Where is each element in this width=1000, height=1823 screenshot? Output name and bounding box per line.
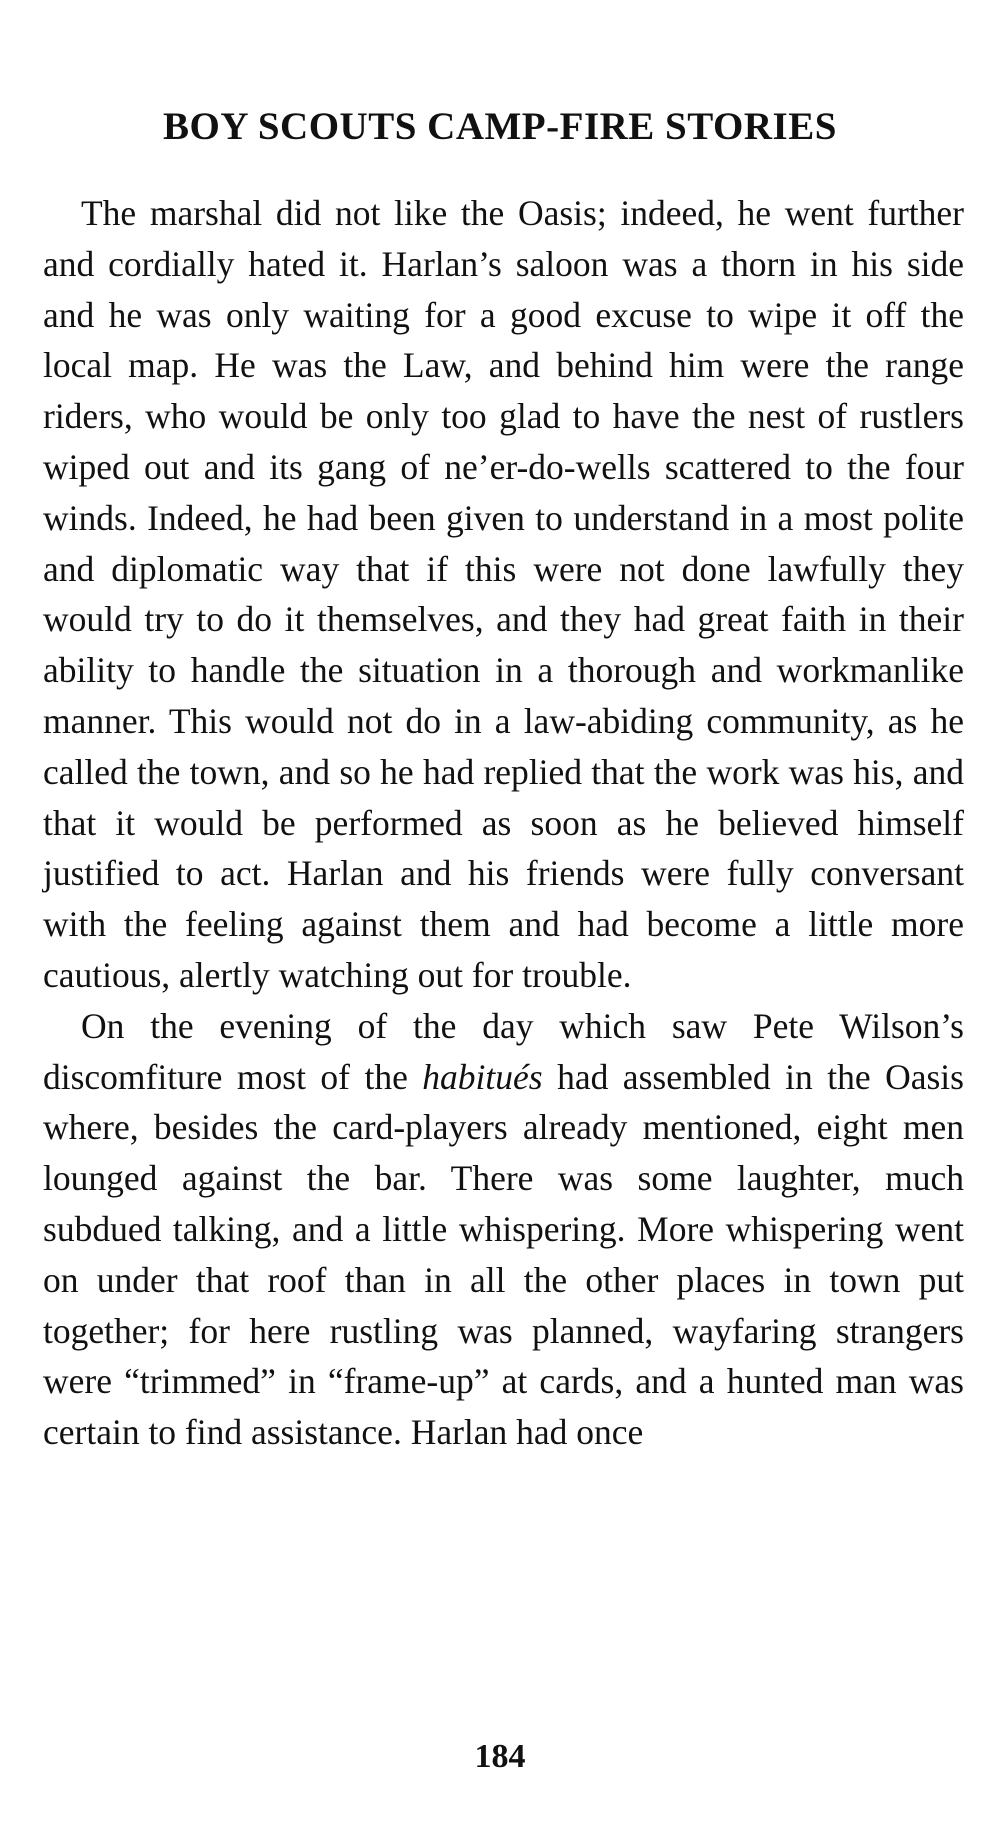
italic-word: habitués [422, 1056, 543, 1097]
page-number: 184 [474, 1738, 526, 1775]
paragraph-2-text-end: had assembled in the Oasis where, besides the card-players already mentioned, eight men lounged against the bar. There was some laughter, much subdued talking, and a little whispering. More whispering went on under that roof than in all the other places in town put together; for here rustling was planned, wayfaring strangers were “trimmed” in “frame-up” at cards, and a hunted man was certain to find assistance. Harlan had once [43, 1056, 964, 1453]
paragraph-1 [43, 188, 964, 1001]
body-text [43, 188, 964, 1458]
paragraph-1-text: The marshal did not like the Oasis; indeed, he went further and cordially hated it. Harlan’s saloon was a thorn in his side and he was only waiting for a good excuse to wipe it off the local map. He was the Law, and behind him were the range riders, who would be only too glad to have the nest of rustlers wiped out and its gang of ne’er-do-wells scattered to the four winds. Indeed, he had been given to understand in a most polite and diplomatic way that if this were not done lawfully they would try to do it themselves, and they had great faith in their ability to handle the situation in a thorough and workmanlike manner. This would not do in a law-abiding community, as he called the town, and so he had replied that the work was his, and that it would be performed as soon as he believed himself justified to act. Harlan and his friends were fully conversant with the feeling against them and had become a little more cautious, alertly watching out for trouble. [43, 193, 964, 995]
running-head: BOY SCOUTS CAMP-FIRE STORIES [163, 105, 837, 148]
paragraph-2 [43, 1001, 964, 1458]
paragraph-2-text-start: On the evening of the day which saw Pete Wilson’s discomfiture most of the [43, 1005, 964, 1097]
